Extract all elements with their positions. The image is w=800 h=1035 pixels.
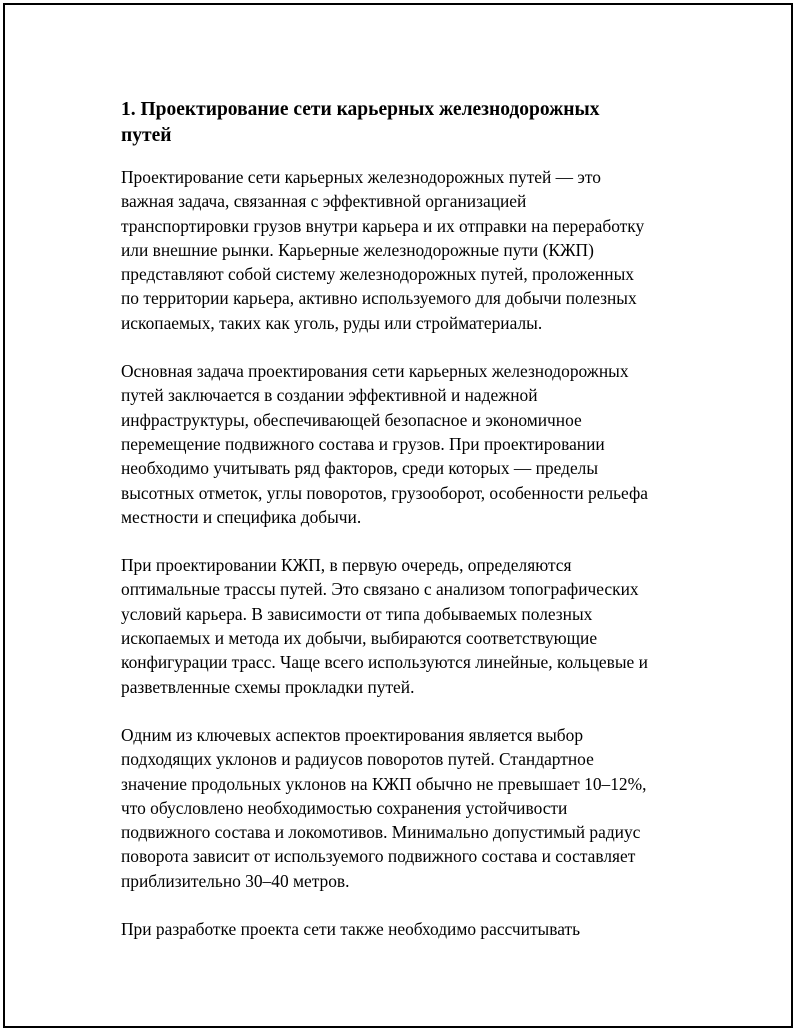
- text-line: инфраструктуры, обеспечивающей безопасное и экономичное: [121, 409, 582, 430]
- text-line: необходимо учитывать ряд факторов, среди которых — пределы: [121, 458, 599, 479]
- paragraph-4: [121, 723, 691, 893]
- text-line: представляют собой систему железнодорожных путей, проложенных: [121, 264, 634, 285]
- text-line: разветвленные схемы прокладки путей.: [121, 676, 415, 697]
- paragraph-2: [121, 359, 691, 529]
- text-line: условий карьера. В зависимости от типа добываемых полезных: [121, 603, 593, 624]
- text-line: или внешние рынки. Карьерные железнодорожные пути (КЖП): [121, 239, 594, 260]
- text-line: важная задача, связанная с эффективной организацией: [121, 191, 527, 212]
- paragraph-3: [121, 553, 691, 699]
- text-line: подходящих уклонов и радиусов поворотов путей. Стандартное: [121, 749, 594, 770]
- text-line: высотных отметок, углы поворотов, грузооборот, особенности рельефа: [121, 482, 648, 503]
- paragraph-5: [121, 917, 691, 941]
- text-line: ископаемых, таких как уголь, руды или стройматериалы.: [121, 312, 543, 333]
- text-line: При проектировании КЖП, в первую очередь, определяются: [121, 555, 572, 576]
- text-line: Основная задача проектирования сети карьерных железнодорожных: [121, 361, 629, 382]
- document-body: [121, 97, 691, 965]
- text-line: оптимальные трассы путей. Это связано с анализом топографических: [121, 579, 639, 600]
- text-line: значение продольных уклонов на КЖП обычно не превышает 10–12%,: [121, 773, 647, 794]
- text-line: ископаемых и метода их добычи, выбираются соответствующие: [121, 628, 598, 649]
- text-line: что обусловлено необходимостью сохранения устойчивости: [121, 797, 568, 818]
- text-line: перемещение подвижного состава и грузов. При проектировании: [121, 433, 605, 454]
- text-line: Проектирование сети карьерных железнодорожных путей — это: [121, 167, 601, 187]
- page-frame: [3, 3, 793, 1028]
- text-line: по территории карьера, активно используемого для добычи полезных: [121, 288, 637, 309]
- heading-line: путей: [121, 125, 172, 146]
- heading-line: 1. Проектирование сети карьерных железнодорожных: [121, 99, 600, 120]
- text-line: транспортировки грузов внутри карьера и их отправки на переработку: [121, 215, 645, 236]
- text-line: приблизительно 30–40 метров.: [121, 870, 350, 891]
- text-line: путей заключается в создании эффективной и надежной: [121, 385, 538, 406]
- text-line: подвижного состава и локомотивов. Минимально допустимый радиус: [121, 822, 641, 843]
- text-line: При разработке проекта сети также необходимо рассчитывать: [121, 919, 581, 940]
- text-line: местности и специфика добычи.: [121, 506, 362, 527]
- paragraph-1: [121, 165, 691, 335]
- text-line: конфигурации трасс. Чаще всего используются линейные, кольцевые и: [121, 652, 648, 673]
- section-heading: [121, 97, 691, 149]
- text-line: Одним из ключевых аспектов проектирования является выбор: [121, 724, 584, 745]
- text-line: поворота зависит от используемого подвижного состава и составляет: [121, 846, 636, 867]
